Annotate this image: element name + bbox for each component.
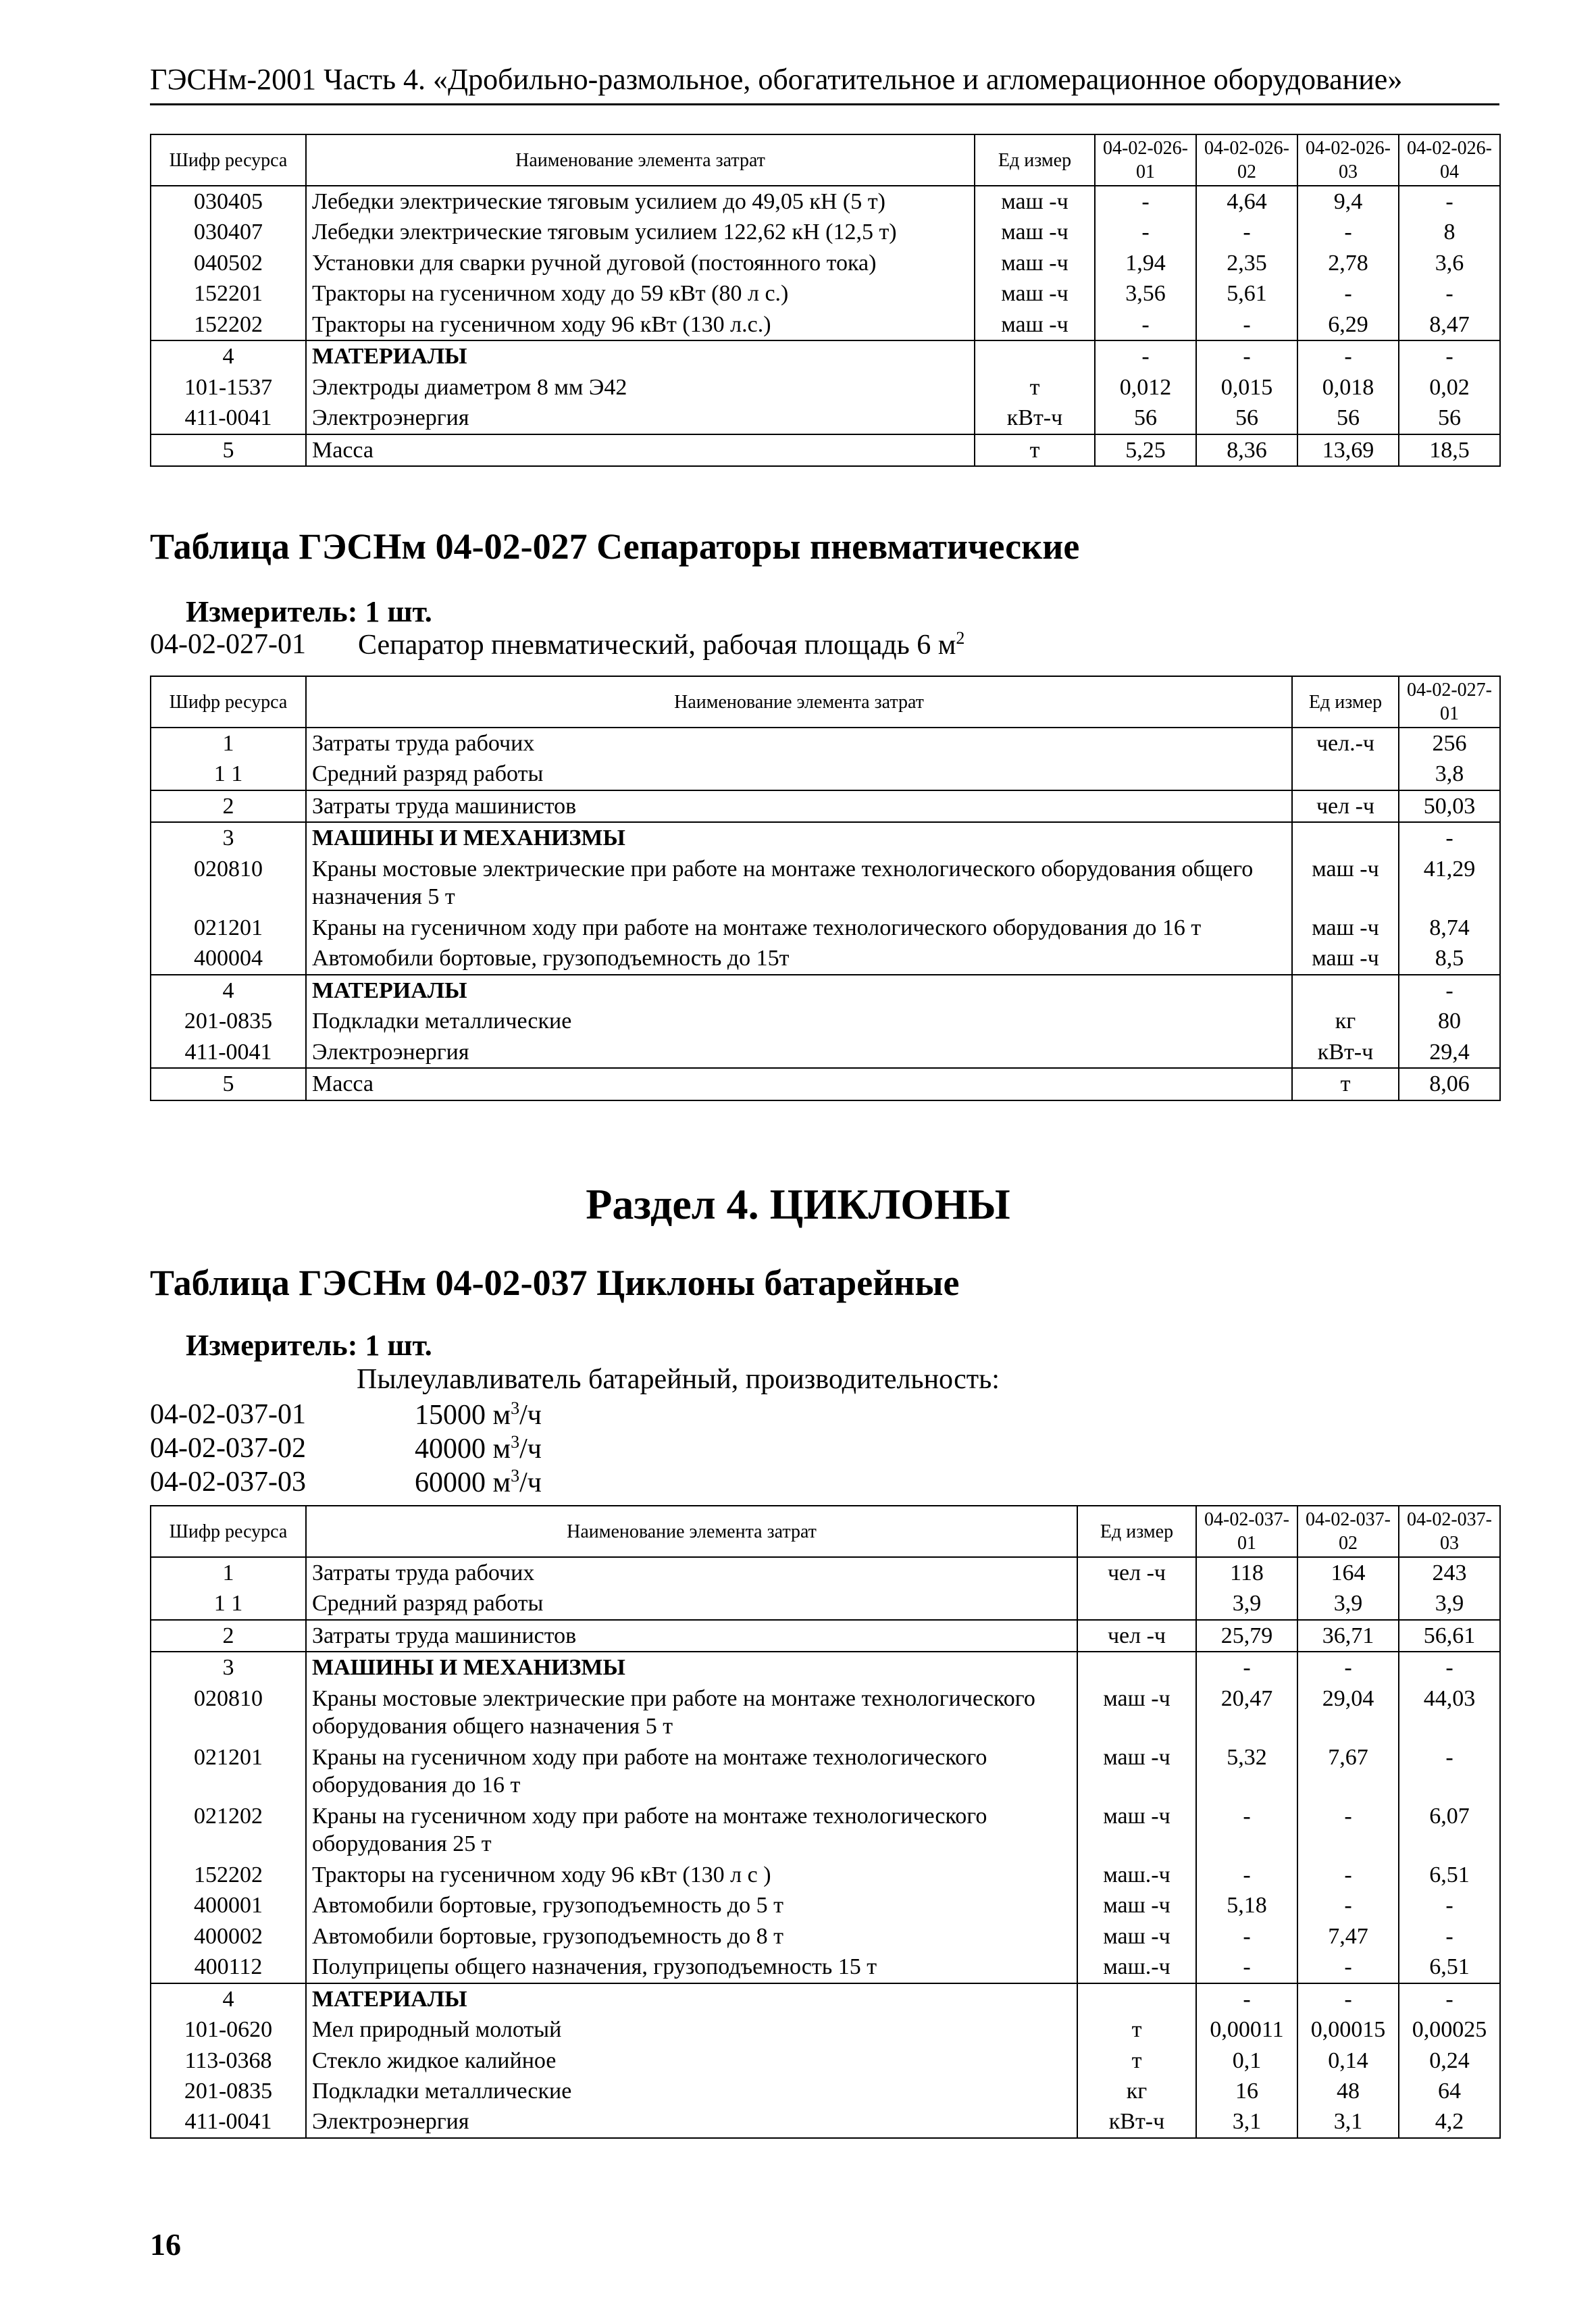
norm-value: 8,5 bbox=[1399, 943, 1500, 974]
norm-value: 0,1 bbox=[1196, 2045, 1297, 2076]
running-header: ГЭСНм-2001 Часть 4. «Дробильно-размольное, обогатительное и агломерационное оборудование» bbox=[150, 62, 1499, 105]
unit: маш -ч bbox=[975, 217, 1095, 247]
unit: маш -ч bbox=[975, 186, 1095, 217]
norm-value: 0,24 bbox=[1399, 2045, 1500, 2076]
cyclones-table-title: Таблица ГЭСНм 04-02-037 Циклоны батарейные bbox=[150, 1263, 960, 1303]
meter-label: Измеритель: bbox=[186, 595, 358, 628]
unit bbox=[1077, 1652, 1196, 1683]
cost-element-name: Средний разряд работы bbox=[306, 1588, 1077, 1619]
norm-value: 20,47 bbox=[1196, 1683, 1297, 1742]
norm-value: - bbox=[1399, 1890, 1500, 1921]
column-header: 04-02-037-02 bbox=[1297, 1506, 1399, 1557]
norm-value: 7,67 bbox=[1297, 1742, 1399, 1801]
table-row bbox=[151, 309, 1500, 340]
cost-element-name: Затраты труда рабочих bbox=[306, 1557, 1077, 1588]
table-row bbox=[151, 1952, 1500, 1983]
table-04-02-026 bbox=[150, 134, 1501, 467]
norm-value: - bbox=[1297, 1801, 1399, 1860]
column-header: 04-02-026-02 bbox=[1196, 134, 1297, 186]
variant-line bbox=[150, 1466, 542, 1498]
cost-element-name: Лебедки электрические тяговым усилием до 49,05 кН (5 т) bbox=[306, 186, 975, 217]
norm-value: - bbox=[1399, 186, 1500, 217]
unit: маш -ч bbox=[975, 248, 1095, 278]
norm-value: - bbox=[1297, 1890, 1399, 1921]
cost-element-name: Затраты труда машинистов bbox=[306, 790, 1292, 822]
cost-element-name: Электроды диаметром 8 мм Э42 bbox=[306, 372, 975, 403]
cost-element-name: Затраты труда рабочих bbox=[306, 728, 1292, 759]
unit: маш.-ч bbox=[1077, 1860, 1196, 1890]
resource-code: 4 bbox=[151, 1983, 306, 2014]
norm-value: 3,6 bbox=[1399, 248, 1500, 278]
norm-value: - bbox=[1196, 217, 1297, 247]
norm-value: 6,51 bbox=[1399, 1860, 1500, 1890]
table-row bbox=[151, 1588, 1500, 1619]
norm-value: 3,56 bbox=[1095, 278, 1196, 309]
norm-value: 164 bbox=[1297, 1557, 1399, 1588]
table-row bbox=[151, 1652, 1500, 1683]
table-row bbox=[151, 248, 1500, 278]
unit: т bbox=[975, 434, 1095, 466]
norm-value: 2,35 bbox=[1196, 248, 1297, 278]
resource-code: 101-1537 bbox=[151, 372, 306, 403]
norm-value: 3,8 bbox=[1399, 759, 1500, 790]
resource-code: 021201 bbox=[151, 1742, 306, 1801]
norm-value: - bbox=[1196, 1860, 1297, 1890]
cost-element-name: Автомобили бортовые, грузоподъемность до 5 т bbox=[306, 1890, 1077, 1921]
norm-value: - bbox=[1399, 1652, 1500, 1683]
norm-value: 56 bbox=[1095, 403, 1196, 434]
table-row bbox=[151, 759, 1500, 790]
resource-code: 4 bbox=[151, 340, 306, 372]
unit: маш -ч bbox=[975, 278, 1095, 309]
norm-value: 5,32 bbox=[1196, 1742, 1297, 1801]
table-row bbox=[151, 2106, 1500, 2137]
cost-element-name: Краны мостовые электрические при работе на монтаже технологического оборудования общего назначения 5 т bbox=[306, 854, 1292, 913]
resource-code: 411-0041 bbox=[151, 403, 306, 434]
table-row bbox=[151, 1860, 1500, 1890]
cost-element-name: Подкладки металлические bbox=[306, 2076, 1077, 2106]
table-row bbox=[151, 278, 1500, 309]
unit: маш -ч bbox=[1292, 854, 1399, 913]
resource-code: 021202 bbox=[151, 1801, 306, 1860]
unit: маш.-ч bbox=[1077, 1952, 1196, 1983]
unit: чел -ч bbox=[1077, 1620, 1196, 1652]
unit: чел.-ч bbox=[1292, 728, 1399, 759]
norm-value: 25,79 bbox=[1196, 1620, 1297, 1652]
resource-code: 020810 bbox=[151, 854, 306, 913]
resource-code: 1 1 bbox=[151, 1588, 306, 1619]
resource-code: 411-0041 bbox=[151, 2106, 306, 2137]
unit: кВт-ч bbox=[1077, 2106, 1196, 2137]
norm-value: 8 bbox=[1399, 217, 1500, 247]
resource-code: 201-0835 bbox=[151, 1006, 306, 1036]
cost-element-name: Автомобили бортовые, грузоподъемность до 8 т bbox=[306, 1921, 1077, 1952]
norm-value: 4,64 bbox=[1196, 186, 1297, 217]
norm-value: - bbox=[1196, 1652, 1297, 1683]
resource-code: 4 bbox=[151, 975, 306, 1006]
table-04-02-027 bbox=[150, 676, 1501, 1101]
resource-code: 400004 bbox=[151, 943, 306, 974]
unit bbox=[975, 340, 1095, 372]
norm-value: - bbox=[1297, 278, 1399, 309]
cost-element-name: Краны на гусеничном ходу при работе на монтаже технологического оборудования до 16 т bbox=[306, 1742, 1077, 1801]
resource-code: 411-0041 bbox=[151, 1037, 306, 1068]
cost-element-name: Краны мостовые электрические при работе на монтаже технологического оборудования общего назначения 5 т bbox=[306, 1683, 1077, 1742]
norm-value: - bbox=[1297, 217, 1399, 247]
norm-value: 16 bbox=[1196, 2076, 1297, 2106]
norm-value: - bbox=[1095, 217, 1196, 247]
table-04-02-037 bbox=[150, 1505, 1501, 2139]
norm-value: 2,78 bbox=[1297, 248, 1399, 278]
norm-value: - bbox=[1399, 822, 1500, 853]
norm-value: - bbox=[1399, 340, 1500, 372]
column-header: Ед измер bbox=[1077, 1506, 1196, 1557]
norm-value: 18,5 bbox=[1399, 434, 1500, 466]
table-row bbox=[151, 975, 1500, 1006]
norm-value: 29,4 bbox=[1399, 1037, 1500, 1068]
meter-value: 1 шт. bbox=[365, 595, 432, 628]
norm-value: 4,2 bbox=[1399, 2106, 1500, 2137]
unit: т bbox=[1292, 1068, 1399, 1100]
norm-value: 29,04 bbox=[1297, 1683, 1399, 1742]
table-row bbox=[151, 1037, 1500, 1068]
norm-value: - bbox=[1095, 340, 1196, 372]
table-row bbox=[151, 728, 1500, 759]
cost-element-name: Установки для сварки ручной дуговой (постоянного тока) bbox=[306, 248, 975, 278]
unit: маш -ч bbox=[1077, 1890, 1196, 1921]
norm-value: 3,1 bbox=[1297, 2106, 1399, 2137]
norm-value: 3,1 bbox=[1196, 2106, 1297, 2137]
norm-value: 0,00015 bbox=[1297, 2014, 1399, 2045]
norm-value: 5,25 bbox=[1095, 434, 1196, 466]
code: 04-02-037-03 bbox=[150, 1467, 306, 1498]
resource-code: 3 bbox=[151, 1652, 306, 1683]
unit: кВт-ч bbox=[1292, 1037, 1399, 1068]
capacity-value: 60000 $м^3/ч$ bbox=[415, 1466, 542, 1498]
norm-value: 256 bbox=[1399, 728, 1500, 759]
unit bbox=[1292, 975, 1399, 1006]
table-row bbox=[151, 1983, 1500, 2014]
unit bbox=[1292, 759, 1399, 790]
norm-value: - bbox=[1196, 340, 1297, 372]
table-row bbox=[151, 913, 1500, 943]
meter-value: 1 шт. bbox=[365, 1329, 432, 1362]
resource-code: 201-0835 bbox=[151, 2076, 306, 2106]
cost-element-name: МАТЕРИАЛЫ bbox=[306, 340, 975, 372]
cost-element-name: Электроэнергия bbox=[306, 2106, 1077, 2137]
cost-element-name: Средний разряд работы bbox=[306, 759, 1292, 790]
norm-value: - bbox=[1399, 1742, 1500, 1801]
table-row bbox=[151, 372, 1500, 403]
table-row bbox=[151, 217, 1500, 247]
resource-code: 1 bbox=[151, 1557, 306, 1588]
norm-value: 8,47 bbox=[1399, 309, 1500, 340]
norm-value: 0,015 bbox=[1196, 372, 1297, 403]
table-row bbox=[151, 1742, 1500, 1801]
norm-value: 6,29 bbox=[1297, 309, 1399, 340]
norm-value: 0,00025 bbox=[1399, 2014, 1500, 2045]
capacity-value: 40000 $м^3/ч$ bbox=[415, 1432, 542, 1465]
table-row bbox=[151, 790, 1500, 822]
norm-value: 36,71 bbox=[1297, 1620, 1399, 1652]
unit: кВт-ч bbox=[975, 403, 1095, 434]
norm-value: - bbox=[1297, 1860, 1399, 1890]
table-row bbox=[151, 1557, 1500, 1588]
separators-code-line bbox=[150, 628, 965, 661]
resource-code: 152202 bbox=[151, 309, 306, 340]
table-row bbox=[151, 434, 1500, 466]
cost-element-name: Автомобили бортовые, грузоподъемность до 15т bbox=[306, 943, 1292, 974]
section-title: Раздел 4. ЦИКЛОНЫ bbox=[586, 1180, 1010, 1228]
resource-code: 101-0620 bbox=[151, 2014, 306, 2045]
column-header: Шифр ресурса bbox=[151, 1506, 306, 1557]
column-header: Наименование элемента затрат bbox=[306, 134, 975, 186]
cost-element-name: Тракторы на гусеничном ходу до 59 кВт (80 л с.) bbox=[306, 278, 975, 309]
norm-value: 50,03 bbox=[1399, 790, 1500, 822]
cost-element-name: Полуприцепы общего назначения, грузоподъемность 15 т bbox=[306, 1952, 1077, 1983]
norm-value: 6,51 bbox=[1399, 1952, 1500, 1983]
norm-value: 3,9 bbox=[1196, 1588, 1297, 1619]
description: Сепаратор пневматический, рабочая площадь 6 $м^2$ bbox=[358, 628, 965, 661]
resource-code: 040502 bbox=[151, 248, 306, 278]
unit: т bbox=[975, 372, 1095, 403]
code: 04-02-027-01 bbox=[150, 629, 306, 660]
column-header: 04-02-037-01 bbox=[1196, 1506, 1297, 1557]
cost-element-name: Масса bbox=[306, 1068, 1292, 1100]
norm-value: - bbox=[1095, 309, 1196, 340]
norm-value: - bbox=[1196, 1921, 1297, 1952]
code: 04-02-037-01 bbox=[150, 1399, 306, 1430]
resource-code: 2 bbox=[151, 790, 306, 822]
table-row bbox=[151, 2045, 1500, 2076]
cost-element-name: Тракторы на гусеничном ходу 96 кВт (130 л.с.) bbox=[306, 309, 975, 340]
column-header: 04-02-026-03 bbox=[1297, 134, 1399, 186]
resource-code: 5 bbox=[151, 434, 306, 466]
cost-element-name: МАТЕРИАЛЫ bbox=[306, 1983, 1077, 2014]
resource-code: 113-0368 bbox=[151, 2045, 306, 2076]
column-header: Наименование элемента затрат bbox=[306, 1506, 1077, 1557]
norm-value: - bbox=[1196, 1952, 1297, 1983]
norm-value: 3,9 bbox=[1399, 1588, 1500, 1619]
norm-value: - bbox=[1297, 1952, 1399, 1983]
norm-value: 0,012 bbox=[1095, 372, 1196, 403]
table-row bbox=[151, 943, 1500, 974]
resource-code: 2 bbox=[151, 1620, 306, 1652]
resource-code: 1 1 bbox=[151, 759, 306, 790]
cost-element-name: Мел природный молотый bbox=[306, 2014, 1077, 2045]
norm-value: - bbox=[1297, 1652, 1399, 1683]
norm-value: 5,61 bbox=[1196, 278, 1297, 309]
capacity-value: 15000 $м^3/ч$ bbox=[415, 1398, 542, 1431]
norm-value: 8,36 bbox=[1196, 434, 1297, 466]
page-number: 16 bbox=[150, 2227, 181, 2262]
cost-element-name: Краны на гусеничном ходу при работе на монтаже технологического оборудования 25 т bbox=[306, 1801, 1077, 1860]
unit: маш -ч bbox=[1077, 1742, 1196, 1801]
norm-value: 64 bbox=[1399, 2076, 1500, 2106]
column-header: 04-02-037-03 bbox=[1399, 1506, 1500, 1557]
column-header: Ед измер bbox=[1292, 676, 1399, 728]
table-row bbox=[151, 2014, 1500, 2045]
resource-code: 020810 bbox=[151, 1683, 306, 1742]
unit: кг bbox=[1292, 1006, 1399, 1036]
unit bbox=[1077, 1983, 1196, 2014]
table-row bbox=[151, 822, 1500, 853]
table-row bbox=[151, 2076, 1500, 2106]
cost-element-name: Электроэнергия bbox=[306, 403, 975, 434]
norm-value: 80 bbox=[1399, 1006, 1500, 1036]
table-row bbox=[151, 1683, 1500, 1742]
resource-code: 400002 bbox=[151, 1921, 306, 1952]
unit: чел -ч bbox=[1077, 1557, 1196, 1588]
norm-value: 56 bbox=[1399, 403, 1500, 434]
column-header: Ед измер bbox=[975, 134, 1095, 186]
norm-value: - bbox=[1399, 975, 1500, 1006]
variant-line bbox=[150, 1432, 542, 1465]
norm-value: - bbox=[1196, 309, 1297, 340]
column-header: Наименование элемента затрат bbox=[306, 676, 1292, 728]
norm-value: 8,74 bbox=[1399, 913, 1500, 943]
norm-value: 13,69 bbox=[1297, 434, 1399, 466]
cyclones-meter bbox=[186, 1328, 432, 1363]
unit bbox=[1077, 1588, 1196, 1619]
norm-value: 7,47 bbox=[1297, 1921, 1399, 1952]
norm-value: 5,18 bbox=[1196, 1890, 1297, 1921]
norm-value: 0,00011 bbox=[1196, 2014, 1297, 2045]
table-row bbox=[151, 1890, 1500, 1921]
resource-code: 1 bbox=[151, 728, 306, 759]
cost-element-name: МАШИНЫ И МЕХАНИЗМЫ bbox=[306, 1652, 1077, 1683]
unit: кг bbox=[1077, 2076, 1196, 2106]
table-row bbox=[151, 403, 1500, 434]
norm-value: 0,14 bbox=[1297, 2045, 1399, 2076]
norm-value: 0,018 bbox=[1297, 372, 1399, 403]
table-row bbox=[151, 854, 1500, 913]
table-row bbox=[151, 186, 1500, 217]
table-row bbox=[151, 1006, 1500, 1036]
norm-value: - bbox=[1196, 1983, 1297, 2014]
resource-code: 400112 bbox=[151, 1952, 306, 1983]
unit: маш -ч bbox=[1077, 1801, 1196, 1860]
norm-value: - bbox=[1297, 1983, 1399, 2014]
unit: маш -ч bbox=[975, 309, 1095, 340]
resource-code: 152202 bbox=[151, 1860, 306, 1890]
table-row bbox=[151, 1921, 1500, 1952]
cost-element-name: МАШИНЫ И МЕХАНИЗМЫ bbox=[306, 822, 1292, 853]
norm-value: 56,61 bbox=[1399, 1620, 1500, 1652]
resource-code: 030405 bbox=[151, 186, 306, 217]
resource-code: 3 bbox=[151, 822, 306, 853]
norm-value: - bbox=[1297, 340, 1399, 372]
norm-value: 8,06 bbox=[1399, 1068, 1500, 1100]
cost-element-name: Стекло жидкое калийное bbox=[306, 2045, 1077, 2076]
norm-value: 56 bbox=[1196, 403, 1297, 434]
cost-element-name: Лебедки электрические тяговым усилием 122,62 кН (12,5 т) bbox=[306, 217, 975, 247]
resource-code: 5 bbox=[151, 1068, 306, 1100]
resource-code: 152201 bbox=[151, 278, 306, 309]
column-header: 04-02-027-01 bbox=[1399, 676, 1500, 728]
unit bbox=[1292, 822, 1399, 853]
cost-element-name: Краны на гусеничном ходу при работе на монтаже технологического оборудования до 16 т bbox=[306, 913, 1292, 943]
cost-element-name: Затраты труда машинистов bbox=[306, 1620, 1077, 1652]
unit: маш -ч bbox=[1077, 1683, 1196, 1742]
norm-value: 9,4 bbox=[1297, 186, 1399, 217]
cost-element-name: Масса bbox=[306, 434, 975, 466]
unit: маш -ч bbox=[1077, 1921, 1196, 1952]
unit: т bbox=[1077, 2045, 1196, 2076]
norm-value: - bbox=[1196, 1801, 1297, 1860]
column-header: 04-02-026-01 bbox=[1095, 134, 1196, 186]
column-header: 04-02-026-04 bbox=[1399, 134, 1500, 186]
norm-value: - bbox=[1399, 1983, 1500, 2014]
cyclones-subheading: Пылеулавливатель батарейный, производительность: bbox=[357, 1364, 1000, 1395]
table-row bbox=[151, 1068, 1500, 1100]
norm-value: - bbox=[1399, 278, 1500, 309]
table-row bbox=[151, 340, 1500, 372]
cost-element-name: Электроэнергия bbox=[306, 1037, 1292, 1068]
norm-value: - bbox=[1095, 186, 1196, 217]
norm-value: 44,03 bbox=[1399, 1683, 1500, 1742]
norm-value: 118 bbox=[1196, 1557, 1297, 1588]
table-row bbox=[151, 1801, 1500, 1860]
norm-value: 3,9 bbox=[1297, 1588, 1399, 1619]
variant-line bbox=[150, 1398, 542, 1431]
norm-value: - bbox=[1399, 1921, 1500, 1952]
unit: маш -ч bbox=[1292, 943, 1399, 974]
norm-value: 6,07 bbox=[1399, 1801, 1500, 1860]
cost-element-name: Подкладки металлические bbox=[306, 1006, 1292, 1036]
norm-value: 1,94 bbox=[1095, 248, 1196, 278]
norm-value: 56 bbox=[1297, 403, 1399, 434]
unit: т bbox=[1077, 2014, 1196, 2045]
separators-table-title: Таблица ГЭСНм 04-02-027 Сепараторы пневматические bbox=[150, 526, 1080, 567]
meter-label: Измеритель: bbox=[186, 1329, 358, 1362]
norm-value: 41,29 bbox=[1399, 854, 1500, 913]
resource-code: 021201 bbox=[151, 913, 306, 943]
unit: маш -ч bbox=[1292, 913, 1399, 943]
table-row bbox=[151, 1620, 1500, 1652]
column-header: Шифр ресурса bbox=[151, 676, 306, 728]
resource-code: 400001 bbox=[151, 1890, 306, 1921]
separators-meter bbox=[186, 594, 432, 629]
norm-value: 0,02 bbox=[1399, 372, 1500, 403]
code: 04-02-037-02 bbox=[150, 1433, 306, 1464]
norm-value: 48 bbox=[1297, 2076, 1399, 2106]
column-header: Шифр ресурса bbox=[151, 134, 306, 186]
resource-code: 030407 bbox=[151, 217, 306, 247]
cost-element-name: Тракторы на гусеничном ходу 96 кВт (130 л с ) bbox=[306, 1860, 1077, 1890]
cost-element-name: МАТЕРИАЛЫ bbox=[306, 975, 1292, 1006]
unit: чел -ч bbox=[1292, 790, 1399, 822]
norm-value: 243 bbox=[1399, 1557, 1500, 1588]
